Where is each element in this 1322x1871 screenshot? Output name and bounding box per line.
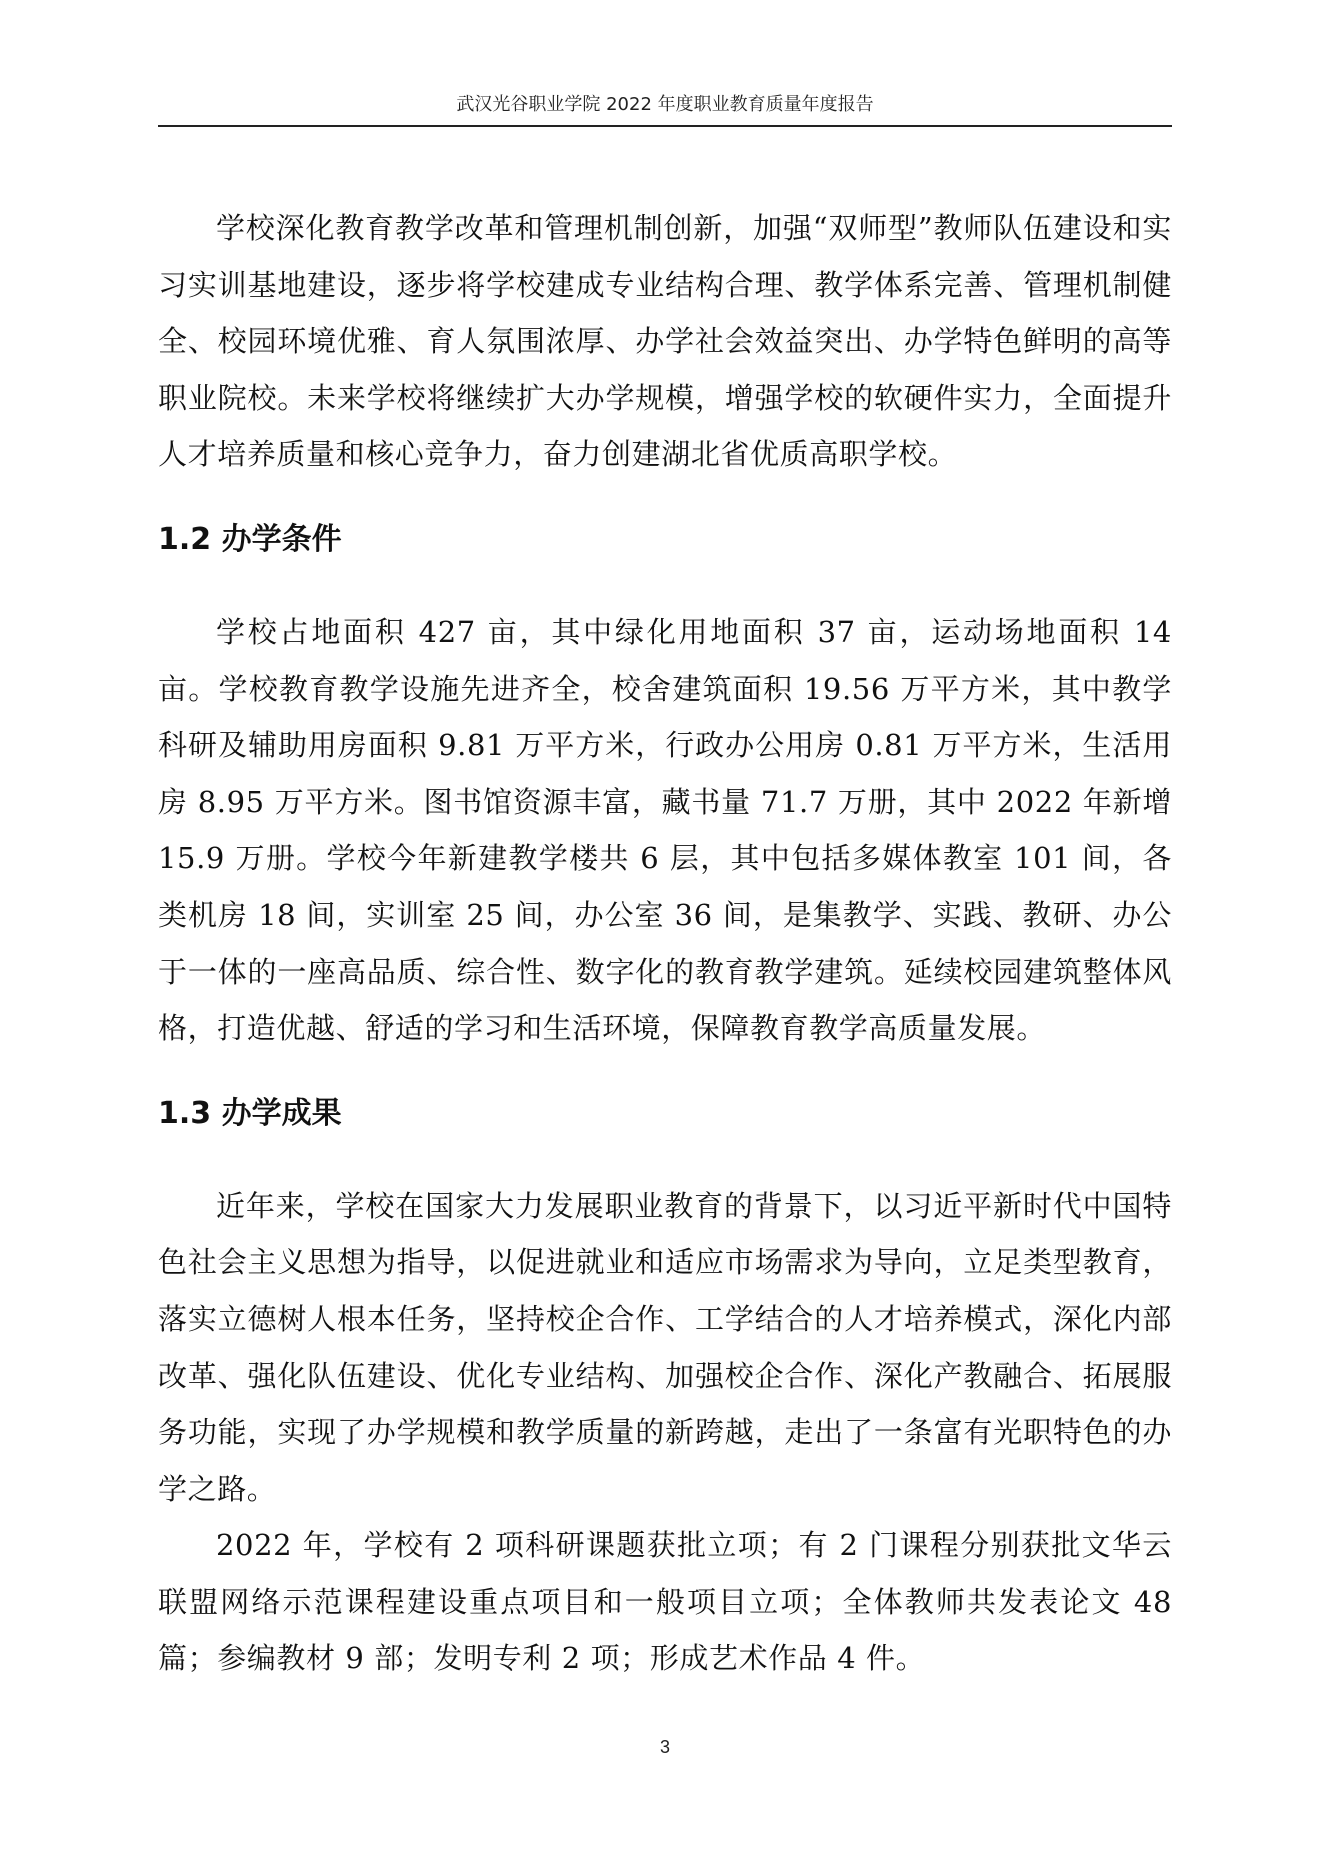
section-heading-conditions: 1.2 办学条件 xyxy=(158,521,342,557)
page-content xyxy=(158,200,1172,1687)
running-header: 武汉光谷职业学院 2022 年度职业教育质量年度报告 xyxy=(456,94,874,115)
intro-paragraph: 学校深化教育教学改革和管理机制创新，加强“双师型”教师队伍建设和实习实训基地建设，逐步将学校建成专业结构合理、教学体系完善、管理机制健全、校园环境优雅、育人氛围浓厚、办学社会效益突出、办学特色鲜明的高等职业院校。未来学校将继续扩大办学规模，增强学校的软硬件实力，全面提升人才培养质量和核心竞争力，奋力创建湖北省优质高职学校。 xyxy=(158,211,1172,472)
header-rule xyxy=(158,125,1172,127)
page-number: 3 xyxy=(659,1737,670,1757)
research-paragraph: 2022 年，学校有 2 项科研课题获批立项；有 2 门课程分别获批文华云联盟网络示范课程建设重点项目和一般项目立项；全体教师共发表论文 48 篇；参编教材 9 部；发明专利 2 项；形成艺术作品 4 件。 xyxy=(158,1528,1172,1676)
achievements-paragraph: 近年来，学校在国家大力发展职业教育的背景下，以习近平新时代中国特色社会主义思想为指导，以促进就业和适应市场需求为导向，立足类型教育，落实立德树人根本任务，坚持校企合作、工学结合的人才培养模式，深化内部改革、强化队伍建设、优化专业结构、加强校企合作、深化产教融合、拓展服务功能，实现了办学规模和教学质量的新跨越，走出了一条富有光职特色的办学之路。 xyxy=(158,1188,1172,1506)
conditions-paragraph: 学校占地面积 427 亩，其中绿化用地面积 37 亩，运动场地面积 14 亩。学校教育教学设施先进齐全，校舍建筑面积 19.56 万平方米，其中教学科研及辅助用房面积 9.81 万平方米，行政办公用房 0.81 万平方米，生活用房 8.95 万平方米。图书馆资源丰富，藏书量 71.7 万册，其中 2022 年新增 15.9 万册。学校今年新建教学楼共 6 层，其中包括多媒体教室 101 间，各类机房 18 间，实训室 25 间，办公室 36 间，是集教学、实践、教研、办公于一体的一座高品质、综合性、数字化的教育教学建筑。延续校园建筑整体风格，打造优越、舒适的学习和生活环境，保障教育教学高质量发展。 xyxy=(158,614,1172,1046)
section-heading-achievements: 1.3 办学成果 xyxy=(158,1095,342,1131)
